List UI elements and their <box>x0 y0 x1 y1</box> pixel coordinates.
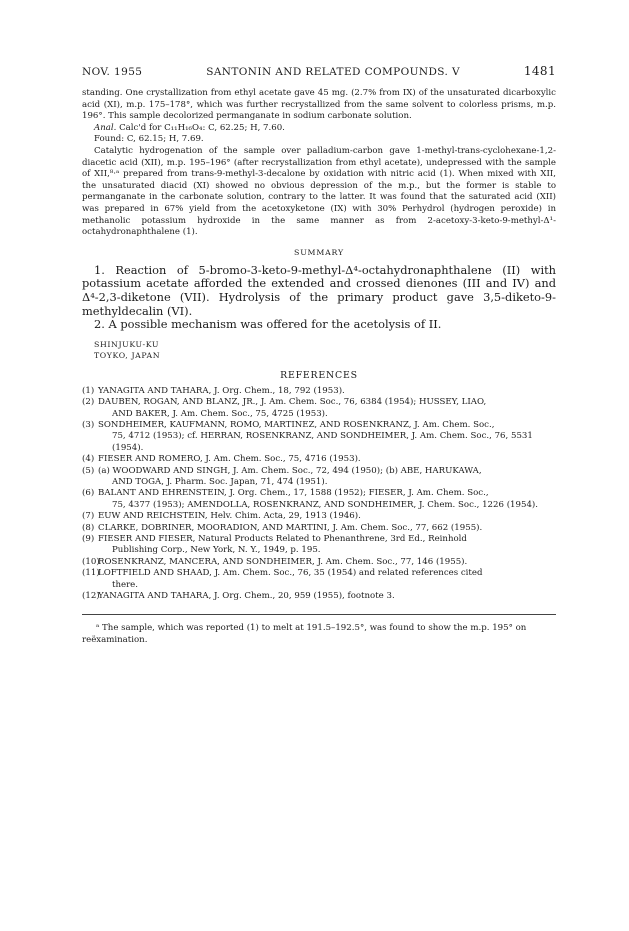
reference-number: (3) <box>82 419 95 430</box>
reference-line: DAUBEN, ROGAN, AND BLANZ, JR., J. Am. Chem. Soc., 76, 6384 (1954); HUSSEY, LIAO, <box>98 397 487 408</box>
experimental-text <box>82 88 556 239</box>
reference-continuation: AND TOGA, J. Pharm. Soc. Japan, 71, 474 (1951). <box>112 476 328 487</box>
reference-text <box>98 386 556 397</box>
reference-item <box>82 568 556 591</box>
reference-text <box>98 523 556 534</box>
reference-number: (10) <box>82 556 100 567</box>
header-title: SANTONIN AND RELATED COMPOUNDS. V <box>206 66 460 78</box>
reference-line: FIESER AND FIESER, Natural Products Related to Phenanthrene, 3rd Ed., Reinhold <box>98 533 467 544</box>
summary-section <box>82 264 556 332</box>
analysis-line <box>82 123 556 135</box>
journal-page <box>82 64 556 646</box>
references-list <box>82 386 556 603</box>
reference-text <box>98 557 556 568</box>
reference-number: (1) <box>82 385 95 396</box>
reference-item <box>82 488 556 511</box>
reference-item <box>82 420 556 454</box>
analysis-label: Anal. <box>94 122 117 133</box>
author-address <box>82 339 556 361</box>
reference-line: ROSENKRANZ, MANCERA, AND SONDHEIMER, J. Am. Chem. Soc., 77, 146 (1955). <box>98 556 468 567</box>
reference-number: (6) <box>82 488 95 499</box>
reference-text <box>98 397 556 420</box>
reference-line: YANAGITA AND TAHARA, J. Org. Chem., 20, 959 (1955), footnote 3. <box>98 591 395 601</box>
reference-item <box>82 454 556 465</box>
reference-line: LOFTFIELD AND SHAAD, J. Am. Chem. Soc., 76, 35 (1954) and related references cited <box>98 568 483 579</box>
reference-item <box>82 397 556 420</box>
found-line: Found: C, 62.15; H, 7.69. <box>94 134 204 145</box>
reference-text <box>98 511 556 522</box>
reference-item <box>82 386 556 397</box>
reference-line: CLARKE, DOBRINER, MOORADION, AND MARTINI, J. Am. Chem. Soc., 77, 662 (1955). <box>98 522 483 533</box>
reference-continuation: AND BAKER, J. Am. Chem. Soc., 75, 4725 (1953). <box>112 408 328 419</box>
reference-continuation: there. <box>112 579 138 590</box>
reference-text <box>98 534 556 557</box>
header-date: NOV. 1955 <box>82 66 143 78</box>
reference-line: EUW AND REICHSTEIN, Helv. Chim. Acta, 29, 1913 (1946). <box>98 511 361 522</box>
reference-number: (7) <box>82 511 95 522</box>
reference-continuation: Publishing Corp., New York, N. Y., 1949, p. 195. <box>112 545 321 556</box>
reference-number: (11) <box>82 568 100 579</box>
reference-continuation: 75, 4712 (1953); cf. HERRAN, ROSENKRANZ, AND SONDHEIMER, J. Am. Chem. Soc., 76, 5531 (1954). <box>112 431 533 453</box>
reference-line: BALANT AND EHRENSTEIN, J. Org. Chem., 17, 1588 (1952); FIESER, J. Am. Chem. Soc., <box>98 488 489 499</box>
reference-continuation: 75, 4377 (1953); AMENDOLLA, ROSENKRANZ, AND SONDHEIMER, J. Chem. Soc., 1226 (1954). <box>112 499 539 510</box>
address-line-1: SHINJUKU-KU <box>94 339 160 349</box>
summary-heading: SUMMARY <box>294 247 344 257</box>
reference-item <box>82 557 556 568</box>
reference-number: (9) <box>82 533 95 544</box>
reference-line: SONDHEIMER, KAUFMANN, ROMO, MARTINEZ, AND ROSENKRANZ, J. Am. Chem. Soc., <box>98 419 495 430</box>
summary-item-2: 2. A possible mechanism was offered for the acetolysis of II. <box>94 317 442 332</box>
reference-line: YANAGITA AND TAHARA, J. Org. Chem., 18, 792 (1953). <box>98 385 345 396</box>
reference-item <box>82 591 556 602</box>
address-line-2: TOYKO, JAPAN <box>94 350 161 360</box>
reference-text <box>98 420 556 454</box>
paragraph-standing: standing. One crystallization from ethyl acetate gave 45 mg. (2.7% from IX) of the unsaturated dicarboxylic acid (XI), m.p. 175–178°, which was further recrystallized from the same solvent to colorless prisms, m.p. 196°. This sample decolorized permanganate in sodium carbonate solution. <box>82 88 556 122</box>
page-number: 1481 <box>523 64 556 78</box>
reference-text <box>98 488 556 511</box>
reference-text <box>98 466 556 489</box>
reference-text <box>98 568 556 591</box>
paragraph-hydrogenation: Catalytic hydrogenation of the sample over palladium-carbon gave 1-methyl-trans-cyclohexane-1,2-diacetic acid (XII), m.p. 195–196° (after recrystallization from ethyl acetate), undepressed with the sample of XII,⁸·ᵃ prepared from trans-9-methyl-3-decalone by oxidation with nitric acid (1). When mixed with XII, the unsaturated diacid (XI) showed no obvious depression of the m.p., but the former is stable to permanganate in the carbonate solution, contrary to the latter. It was found that the saturated acid (XII) was prepared in 67% yield from the acetoxyketone (IX) with 30% Perhydrol (hydrogen peroxide) in methanolic potassium hydroxide in the same manner as from 2-acetoxy-3-keto-9-methyl-Δ¹-octahydronaphthalene (1). <box>82 145 556 238</box>
reference-line: (a) WOODWARD AND SINGH, J. Am. Chem. Soc., 72, 494 (1950); (b) ABE, HARUKAWA, <box>98 465 482 476</box>
reference-number: (12) <box>82 591 100 601</box>
reference-text <box>98 454 556 465</box>
reference-number: (5) <box>82 465 95 476</box>
footnote: ᵃ The sample, which was reported (1) to melt at 191.5–192.5°, was found to show the m.p. 195° on reëxamination. <box>82 623 527 645</box>
reference-line: FIESER AND ROMERO, J. Am. Chem. Soc., 75, 4716 (1953). <box>98 454 361 465</box>
summary-item-1: 1. Reaction of 5-bromo-3-keto-9-methyl-Δ⁴-octahydronaphthalene (II) with potassium acetate afforded the extended and crossed dienones (III and IV) and Δ⁴-2,3-diketone (VII). Hydrolysis of the primary product gave 3,5-diketo-9-methyldecalin (VI). <box>82 262 556 318</box>
reference-number: (4) <box>82 454 95 465</box>
reference-text <box>98 591 556 602</box>
reference-item <box>82 534 556 557</box>
running-header <box>82 64 556 78</box>
analysis-text: Calc'd for C₁₁H₁₆O₄: C, 62.25; H, 7.60. <box>116 122 285 133</box>
reference-item <box>82 466 556 489</box>
reference-number: (8) <box>82 522 95 533</box>
references-heading: REFERENCES <box>280 369 358 381</box>
reference-item <box>82 523 556 534</box>
reference-item <box>82 511 556 522</box>
reference-number: (2) <box>82 397 95 408</box>
footnote-divider <box>82 614 556 615</box>
